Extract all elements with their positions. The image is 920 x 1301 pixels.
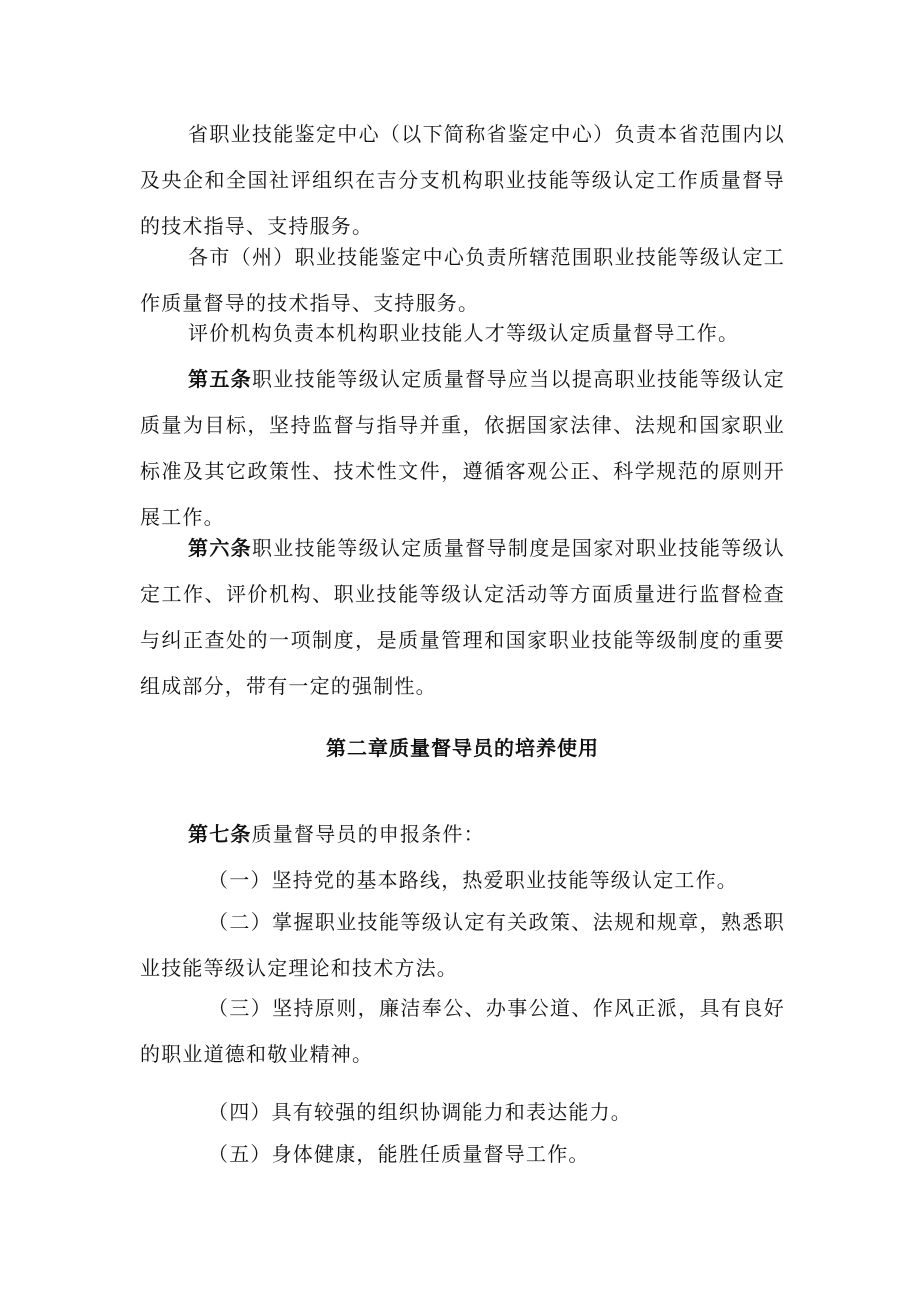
condition-item-2 [140,899,785,991]
chapter-title: 第二章质量督导员的培养使用 [326,736,599,760]
condition-text: （四）具有较强的组织协调能力和表达能力。 [208,1100,632,1124]
article-label: 第五条 [188,367,252,391]
condition-text: （二）掌握职业技能等级认定有关政策、法规和规章，熟悉职业技能等级认定理论和技术方法。 [140,910,785,980]
article-text: 质量督导员的申报条件： [251,822,485,846]
article-text: 职业技能等级认定质量督导应当以提高职业技能等级认定质量为目标，坚持监督与指导并重，依据国家法律、法规和国家职业标准及其它政策性、技术性文件，遵循客观公正、科学规范的原则开展工作。 [140,367,785,529]
article-text: 职业技能等级认定质量督导制度是国家对职业技能等级认定工作、评价机构、职业技能等级认定活动等方面质量进行监督检查与纠正查处的一项制度，是质量管理和国家职业技能等级制度的重要组成部分，带有一定的强制性。 [140,536,785,698]
condition-text: （一）坚持党的基本路线，热爱职业技能等级认定工作。 [208,868,738,892]
article-label: 第七条 [188,822,252,846]
condition-item-1 [140,857,785,903]
condition-item-4 [140,1089,785,1135]
article-5 [140,356,785,540]
paragraph-provincial-center [140,111,785,249]
article-label: 第六条 [188,536,252,560]
paragraph-text: 评价机构负责本机构职业技能人才等级认定质量督导工作。 [188,321,740,345]
paragraph-text: 各市（州）职业技能鉴定中心负责所辖范围职业技能等级认定工作质量督导的技术指导、支持服务。 [140,245,785,315]
article-7 [140,811,785,857]
paragraph-text: 省职业技能鉴定中心（以下简称省鉴定中心）负责本省范围内以及央企和全国社评组织在吉分支机构职业技能等级认定工作质量督导的技术指导、支持服务。 [140,122,785,238]
article-6 [140,525,785,709]
condition-item-3 [140,985,785,1077]
condition-item-5 [140,1131,785,1177]
paragraph-evaluation-agency [140,310,785,356]
condition-text: （三）坚持原则，廉洁奉公、办事公道、作风正派，具有良好的职业道德和敬业精神。 [140,996,785,1066]
condition-text: （五）身体健康，能胜任质量督导工作。 [208,1142,590,1166]
